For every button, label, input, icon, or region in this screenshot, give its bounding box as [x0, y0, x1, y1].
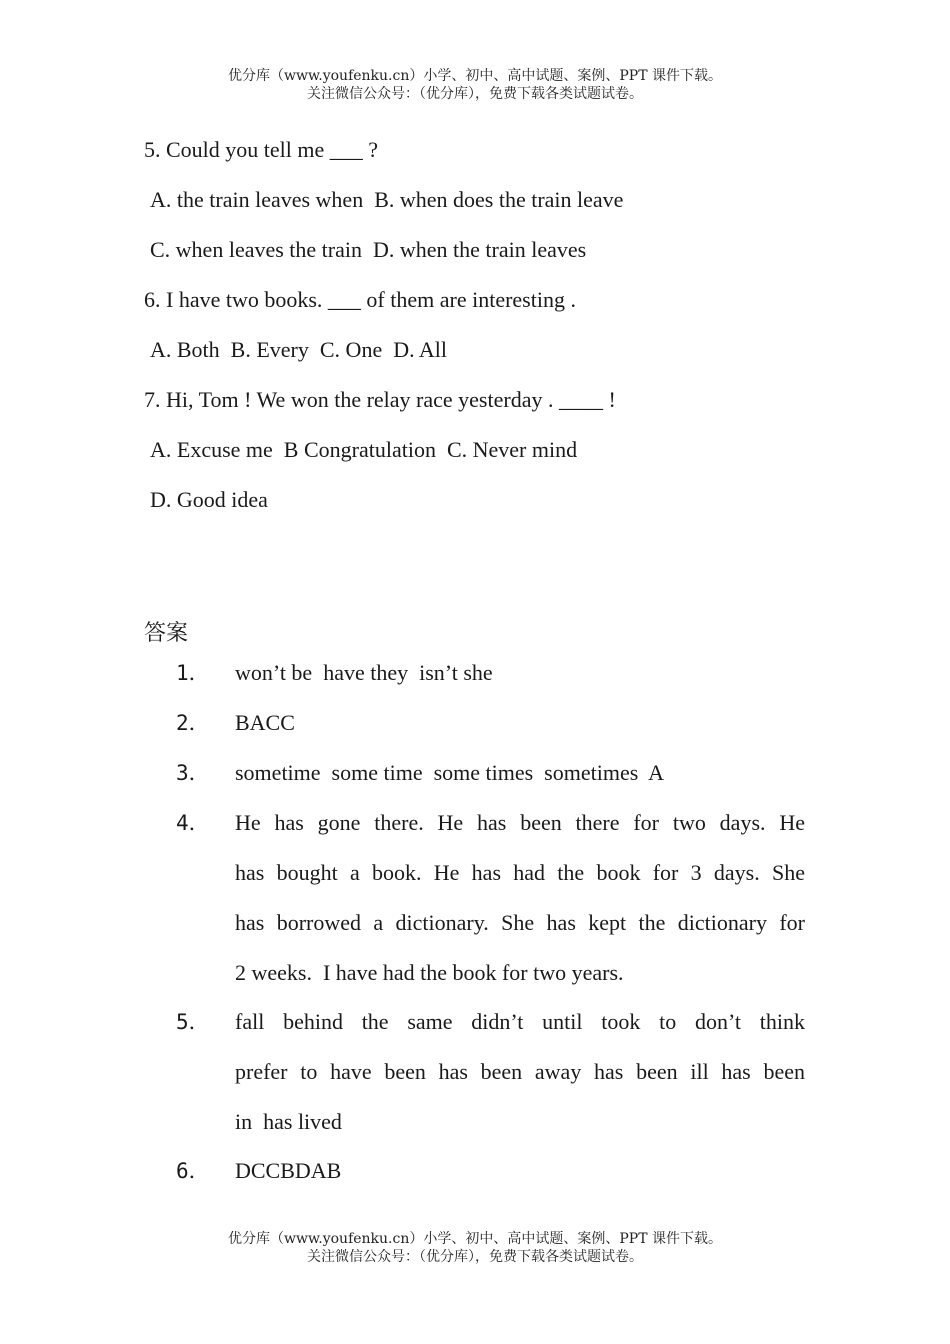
- answer-number-1: 1．: [176, 661, 210, 685]
- footer-line-1: 优分库（www.youfenku.cn）小学、初中、高中试题、案例、PPT 课件下载。: [227, 1231, 722, 1247]
- question-7-stem: 7. Hi, Tom ! We won the relay race yesterday . ____ !: [144, 387, 616, 412]
- answer-4-line-1: He has gone there. He has been there for two days. He: [235, 810, 805, 835]
- answer-number-5: 5．: [176, 1010, 210, 1034]
- question-5-stem: 5. Could you tell me ___ ?: [144, 137, 379, 162]
- answer-1-line-1: won’t be have they isn’t she: [235, 660, 493, 685]
- answer-number-3: 3．: [176, 761, 210, 785]
- answer-number-6: 6．: [176, 1159, 210, 1183]
- question-7-options-line-1: A. Excuse me B Congratulation C. Never mind: [150, 437, 578, 462]
- question-6-options-line-1: A. Both B. Every C. One D. All: [150, 337, 447, 362]
- page-header: [0, 67, 950, 103]
- question-7-options-line-2: D. Good idea: [150, 487, 268, 512]
- question-6-stem: 6. I have two books. ___ of them are interesting .: [144, 287, 576, 312]
- header-line-1: 优分库（www.youfenku.cn）小学、初中、高中试题、案例、PPT 课件下载。: [227, 68, 722, 84]
- answer-number-4: 4．: [176, 811, 210, 835]
- header-line-2: 关注微信公众号：（优分库），免费下载各类试题试卷。: [307, 86, 643, 102]
- answer-3-line-1: sometime some time some times sometimes A: [235, 760, 664, 785]
- answer-2-line-1: BACC: [235, 710, 295, 735]
- answer-4-line-3: has borrowed a dictionary. She has kept the dictionary for: [235, 910, 805, 935]
- answer-6-line-1: DCCBDAB: [235, 1158, 342, 1183]
- answer-4-line-4: 2 weeks. I have had the book for two years.: [235, 960, 624, 985]
- page-footer: [0, 1230, 950, 1266]
- answers-title: 答案: [144, 621, 189, 646]
- footer-line-2: 关注微信公众号：（优分库），免费下载各类试题试卷。: [307, 1249, 643, 1265]
- answer-4-line-2: has bought a book. He has had the book for 3 days. She: [235, 860, 805, 885]
- answer-5-line-1: fall behind the same didn’t until took to don’t think: [235, 1009, 805, 1034]
- answer-number-2: 2．: [176, 711, 210, 735]
- question-5-options-line-1: A. the train leaves when B. when does the train leave: [150, 187, 624, 212]
- answer-5-line-2: prefer to have been has been away has been ill has been: [235, 1059, 805, 1084]
- question-5-options-line-2: C. when leaves the train D. when the train leaves: [150, 237, 587, 262]
- answer-5-line-3: in has lived: [235, 1109, 342, 1134]
